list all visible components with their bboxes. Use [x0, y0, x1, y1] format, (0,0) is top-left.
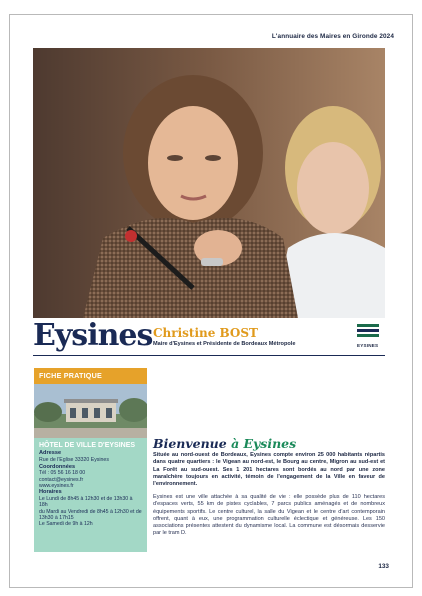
adresse-label: Adresse [39, 450, 62, 457]
horaires-label: Horaires [39, 489, 62, 496]
city-name: Eysines [33, 318, 153, 353]
page-number: 133 [378, 563, 389, 570]
hotel-de-ville-heading: HÔTEL DE VILLE D'EYSINES [39, 442, 136, 449]
title-row [33, 318, 385, 356]
welcome-heading [153, 436, 296, 451]
coordonnees-label: Coordonnées [39, 463, 76, 470]
fiche-pratique [34, 368, 147, 552]
mayor-name: Christine BOST [153, 326, 258, 340]
telephone: Tél : 05 56 16 18 00 [39, 470, 86, 477]
website-link[interactable]: www.eysines.fr [39, 482, 74, 489]
fiche-title: FICHE PRATIQUE [34, 368, 147, 384]
horaires-semaine: du Mardi au Vendredi de 8h45 à 12h30 et de 13h30 à 17h15 [39, 508, 142, 521]
logo-label: EYSINES [357, 343, 379, 348]
lead-paragraph: Située au nord-ouest de Bordeaux, Eysines compte environ 25 000 habitants répartis dans quatre quartiers : le Vigean au nord-est, le Bourg au centre, Migron au sud-est et La Forêt au sud-ouest. Ses 1 201 hectares sont bordés au nord par une zone maraîchère toujours en activité, témoin de l'engagement de la Ville en faveur de l'environnement. [153, 452, 385, 488]
city-logo [357, 324, 381, 350]
logo-bar [357, 324, 379, 327]
running-title: L'annuaire des Maires en Gironde 2024 [271, 33, 394, 40]
mayor-role: Maire d'Eysines et Présidente de Bordeaux Métropole [153, 341, 296, 347]
logo-bar [357, 329, 379, 332]
title-rule [33, 355, 385, 356]
mayor-photo [33, 48, 385, 318]
welcome-highlight: à Eysines [231, 436, 297, 451]
logo-bar [357, 334, 379, 337]
email-link[interactable]: contact@eysines.fr [39, 476, 84, 483]
adresse-value: Rue de l'Eglise 33320 Eysines [39, 457, 109, 464]
fiche-body [34, 438, 147, 527]
horaires-samedi: Le Samedi de 9h à 12h [39, 521, 93, 528]
body-paragraph: Eysines est une ville attachée à sa qualité de vie : elle possède plus de 110 hectares d'espaces verts, 55 km de pistes cyclables, 7 parcs publics aménagés et de nombreux équipements sportifs. Le centre culturel, la salle du Vigean et le centre d'art contemporain offrent, quant à eux, une programmation culturelle éclectique et généreuse. Les 150 associations présentes attestent du dynamisme local. La commune est désormais desservie par le tram D. [153, 494, 385, 537]
welcome-prefix: Bienvenue [153, 436, 232, 451]
horaires-lundi: Le Lundi de 8h45 à 12h30 et de 13h30 à 18h [39, 495, 133, 509]
town-hall-photo [34, 384, 147, 438]
